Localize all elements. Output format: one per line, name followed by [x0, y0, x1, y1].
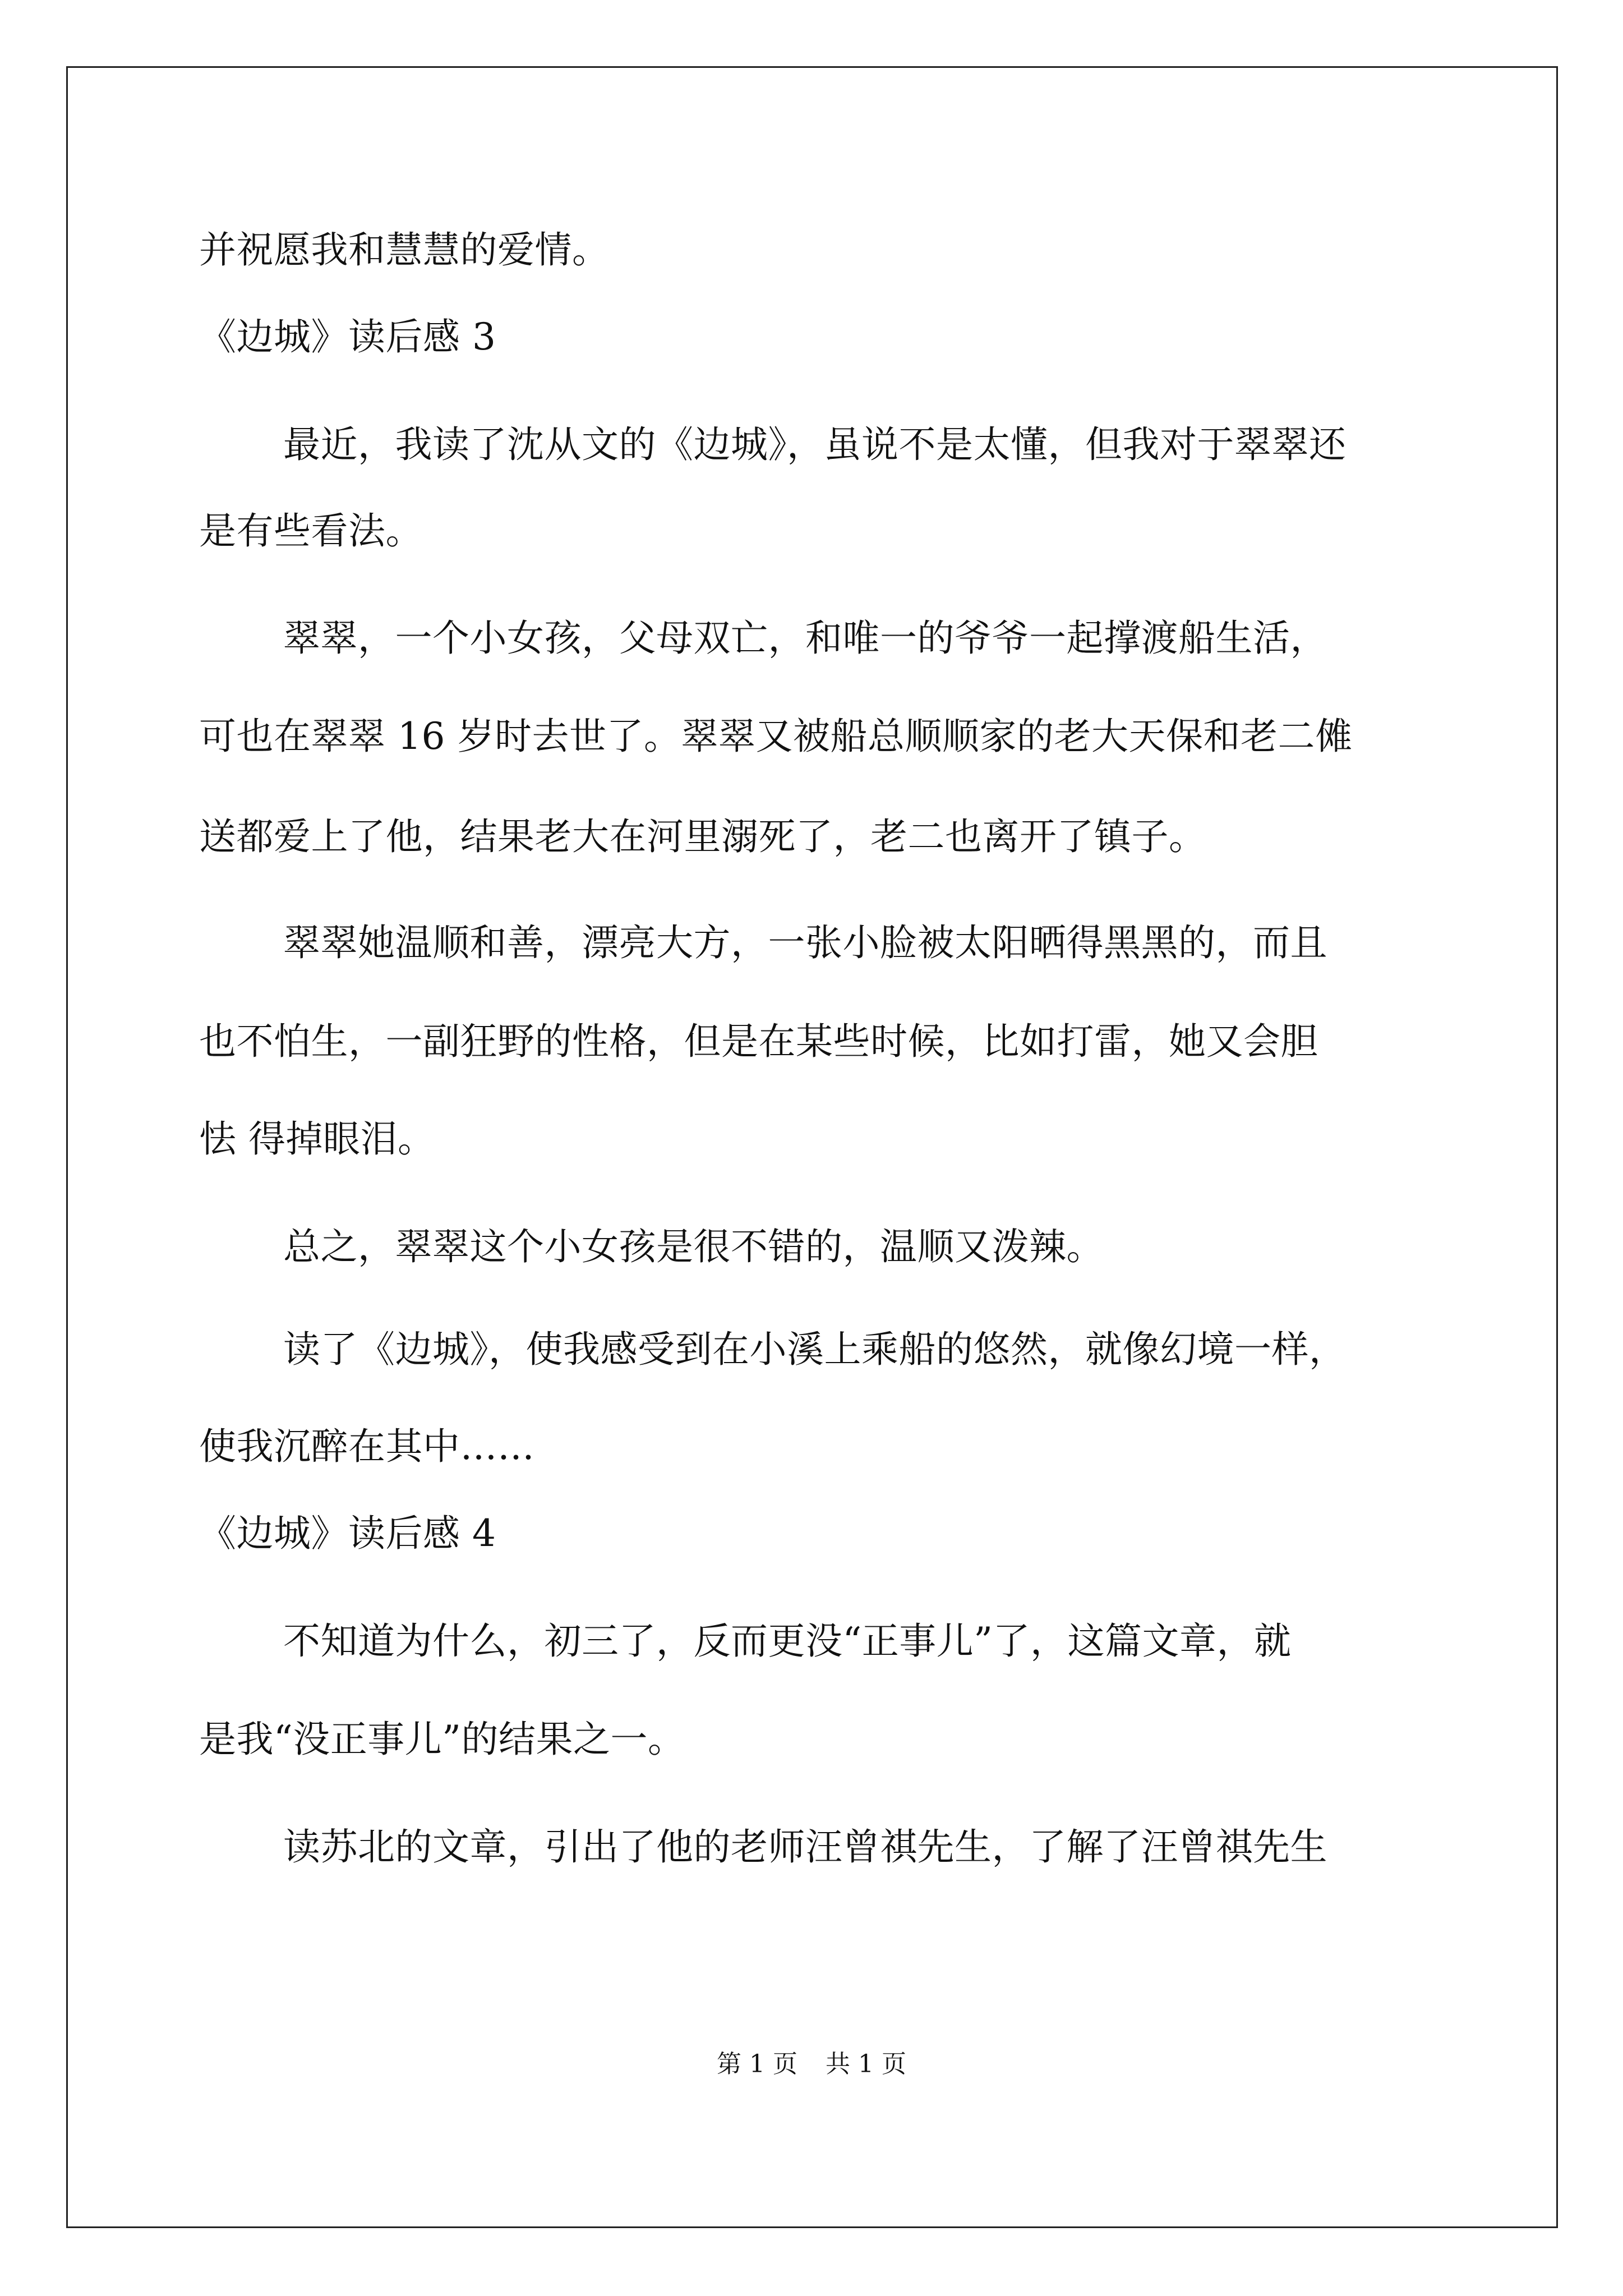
paragraph-line: 不知道为什么，初三了，反而更没“正事儿”了，这篇文章，就: [283, 1619, 1292, 1663]
paragraph-line: 读了《边城》，使我感受到在小溪上乘船的悠然，就像幻境一样，: [283, 1328, 1347, 1371]
paragraph-line: 是我“没正事儿”的结果之一。: [199, 1718, 685, 1761]
paragraph-line: 可也在翠翠 16 岁时去世了。翠翠又被船总顺顺家的老大天保和老二傩: [199, 715, 1353, 758]
paragraph-line: 送都爱上了他，结果老大在河里溺死了，老二也离开了镇子。: [199, 815, 1206, 858]
paragraph-line: 翠翠，一个小女孩，父母双亡，和唯一的爷爷一起撑渡船生活，: [283, 616, 1327, 660]
paragraph-line: 总之，翠翠这个小女孩是很不错的，温顺又泼辣。: [283, 1225, 1104, 1268]
current-page-label: 第 1 页: [717, 2050, 797, 2078]
paragraph-line: 是有些看法。: [199, 509, 423, 553]
paragraph-line: 并祝愿我和慧慧的爱情。: [199, 228, 610, 272]
section-heading: 《边城》读后感 3: [199, 315, 496, 358]
paragraph-line: 最近，我读了沈从文的《边城》，虽说不是太懂，但我对于翠翠还: [283, 423, 1347, 466]
section-heading: 《边城》读后感 4: [199, 1512, 496, 1555]
paragraph-line: 怯 得掉眼泪。: [199, 1117, 435, 1161]
page-footer: [0, 2052, 1623, 2077]
paragraph-line: 翠翠她温顺和善，漂亮大方，一张小脸被太阳晒得黑黑的，而且: [283, 921, 1327, 964]
paragraph-line: 使我沉醉在其中……: [199, 1425, 535, 1468]
total-pages-label: 共 1 页: [826, 2050, 906, 2078]
paragraph-line: 也不怕生，一副狂野的性格，但是在某些时候，比如打雷，她又会胆: [199, 1020, 1318, 1063]
paragraph-line: 读苏北的文章，引出了他的老师汪曾祺先生，了解了汪曾祺先生: [283, 1825, 1327, 1869]
